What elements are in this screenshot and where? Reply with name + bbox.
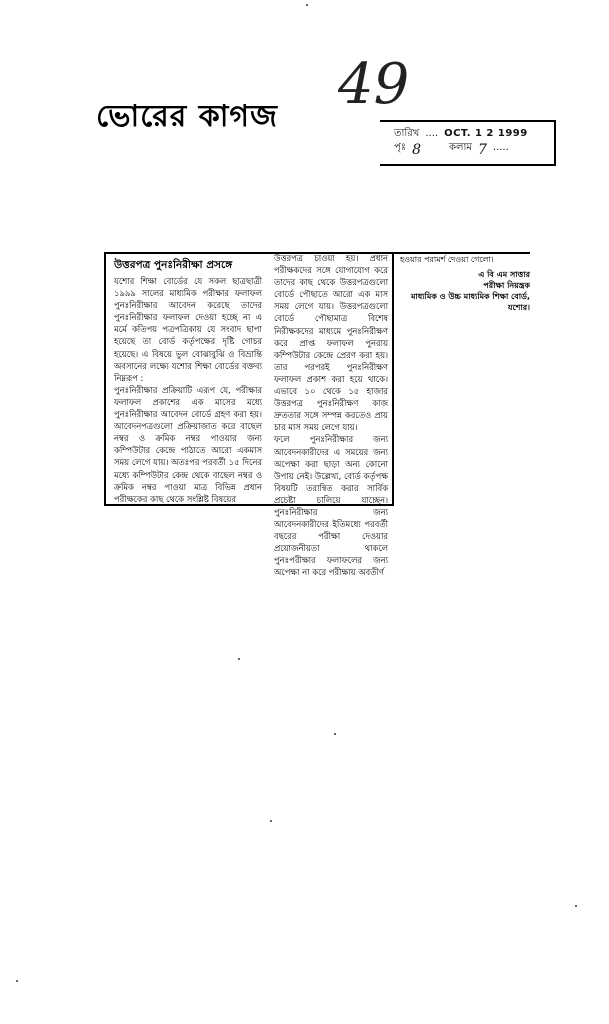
stamp-date-label: তারিখ	[394, 128, 420, 139]
stamp-column-value: 7	[477, 141, 487, 158]
signature-title: পরীক্ষা নিয়ন্ত্রক	[483, 281, 530, 291]
signature-name: এ বি এম সাত্তার	[478, 270, 530, 280]
article-column-3	[400, 254, 530, 313]
scan-speck	[575, 905, 577, 907]
signature-org: মাধ্যমিক ও উচ্চ মাধ্যমিক শিক্ষা বোর্ড,	[410, 292, 530, 302]
handwritten-page-number: 49	[338, 52, 410, 117]
stamp-page-row: পৃঃ 8 কলাম 7 .....	[394, 141, 509, 158]
article-headline: উত্তরপত্র পুনঃনিরীক্ষা প্রসঙ্গে	[114, 259, 233, 271]
article-paragraph: পুনঃনিরীক্ষার প্রক্রিয়াটি এরূপ যে, পরীক্ষার ফলাফল প্রকাশের এক মাসের মধ্যে পুনঃনিরীক্ষার আবেদন বোর্ডে গ্রহণ করা হয়। আবেদনপত্রগুলো প্রক্রিয়াজাত করে বাছেল নম্বর ও ক্রমিক নম্বর পাওয়ার জন্য কম্পিউটার কেন্দ্রে পাঠাতে আরো একমাস সময় লেগে যায়। অতঃপর পরবর্তী ১৫ দিনের মধ্যে কম্পিউটার কেন্দ্র থেকে বাছেল নম্বর ও ক্রমিক নম্বর পাওয়া মাত্র বিভিন্ন প্রধান পরীক্ষকের কাছ থেকে সংশ্লিষ্ট বিষয়ের	[114, 384, 262, 504]
clipping-border-left	[104, 252, 106, 506]
scan-speck	[16, 980, 18, 982]
article-closing-line: হওয়ার পরামর্শ দেওয়া গেলো।	[400, 255, 494, 264]
article-column-2	[274, 252, 388, 579]
scan-speck	[306, 4, 308, 6]
signature-city: যশোর।	[507, 303, 530, 313]
scan-speck	[270, 820, 272, 822]
article-paragraph: ফলে পুনঃনিরীক্ষার জন্য আবেদনকারীদের এ সময়ের জন্য অপেক্ষা করা ছাড়া অন্য কোনো উপায় নেই। উল্লেখ্য, বোর্ড কর্তৃপক্ষ বিষয়টি তরান্বিত করার সার্বিক প্রচেষ্টা চালিয়ে যাচ্ছেন। পুনঃনিরীক্ষার জন্য আবেদনকারীদের ইতিমধ্যে পরবর্তী বছরের পরীক্ষা দেওয়ার প্রয়োজনীয়তা থাকলে পুনঃপরীক্ষার ফলাফলের জন্য অপেক্ষা না করে পরীক্ষায় অবতীর্ণ	[274, 434, 388, 578]
article-paragraph: যশোর শিক্ষা বোর্ডের যে সকল ছাত্রছাত্রী ১৯৯৯ সালের মাধ্যমিক পরীক্ষার ফলাফল পুনঃনিরীক্ষার আবেদন করেছে তাদের পুনঃনিরীক্ষার ফলাফল দেওয়া হচ্ছে না এ মর্মে কতিপয় পত্রপত্রিকায় যে সংবাদ ছাপা হয়েছে তা বোর্ড কর্তৃপক্ষের দৃষ্টি গোচর হয়েছে। এ বিষয়ে ভুল বোঝাবুঝি ও বিভ্রান্তি অবসানের লক্ষ্যে যশোর শিক্ষা বোর্ডের বক্তব্য নিম্নরূপ :	[114, 276, 262, 383]
scan-speck	[334, 733, 336, 735]
stamp-date-value: OCT. 1 2 1999	[444, 128, 528, 139]
stamp-date-row: তারিখ .... OCT. 1 2 1999	[394, 128, 528, 139]
clipping-stamp	[380, 120, 556, 166]
newspaper-clipping	[104, 252, 534, 578]
stamp-page-value: 8	[412, 141, 422, 158]
stamp-page-label: পৃঃ	[394, 141, 407, 153]
stamp-column-label: কলাম	[449, 141, 472, 153]
article-column-1	[114, 258, 262, 505]
clipping-border-right	[392, 252, 394, 506]
newspaper-masthead: ভোরের কাগজ	[96, 99, 278, 134]
article-signature	[400, 269, 530, 313]
scan-speck	[238, 658, 240, 660]
article-paragraph: উত্তরপত্র চাওয়া হয়। প্রধান পরীক্ষকদের সঙ্গে যোগাযোগ করে তাদের কাছ থেকে উত্তরপত্রগুলো বোর্ডে পৌছাতে আরো এক মাস সময় লেগে যায়। উত্তরপত্রগুলো বোর্ডে পৌছামাত্র বিশেষ নিরীক্ষকদের মাধ্যমে পুনঃনিরীক্ষণ করে প্রাপ্ত ফলাফল পুনরায় কম্পিউটার কেন্দ্রে প্রেরণ করা হয়। তার পরপরই পুনঃনিরীক্ষণ ফলাফল প্রকাশ করা হয়ে থাকে। এভাবে ১০ থেকে ১৫ হাজার উত্তরপত্র পুনঃনিরীক্ষণ কাজ দ্রুততার সঙ্গে সম্পন্ন করতেও প্রায় চার মাস সময় লেগে যায়।	[274, 253, 388, 433]
